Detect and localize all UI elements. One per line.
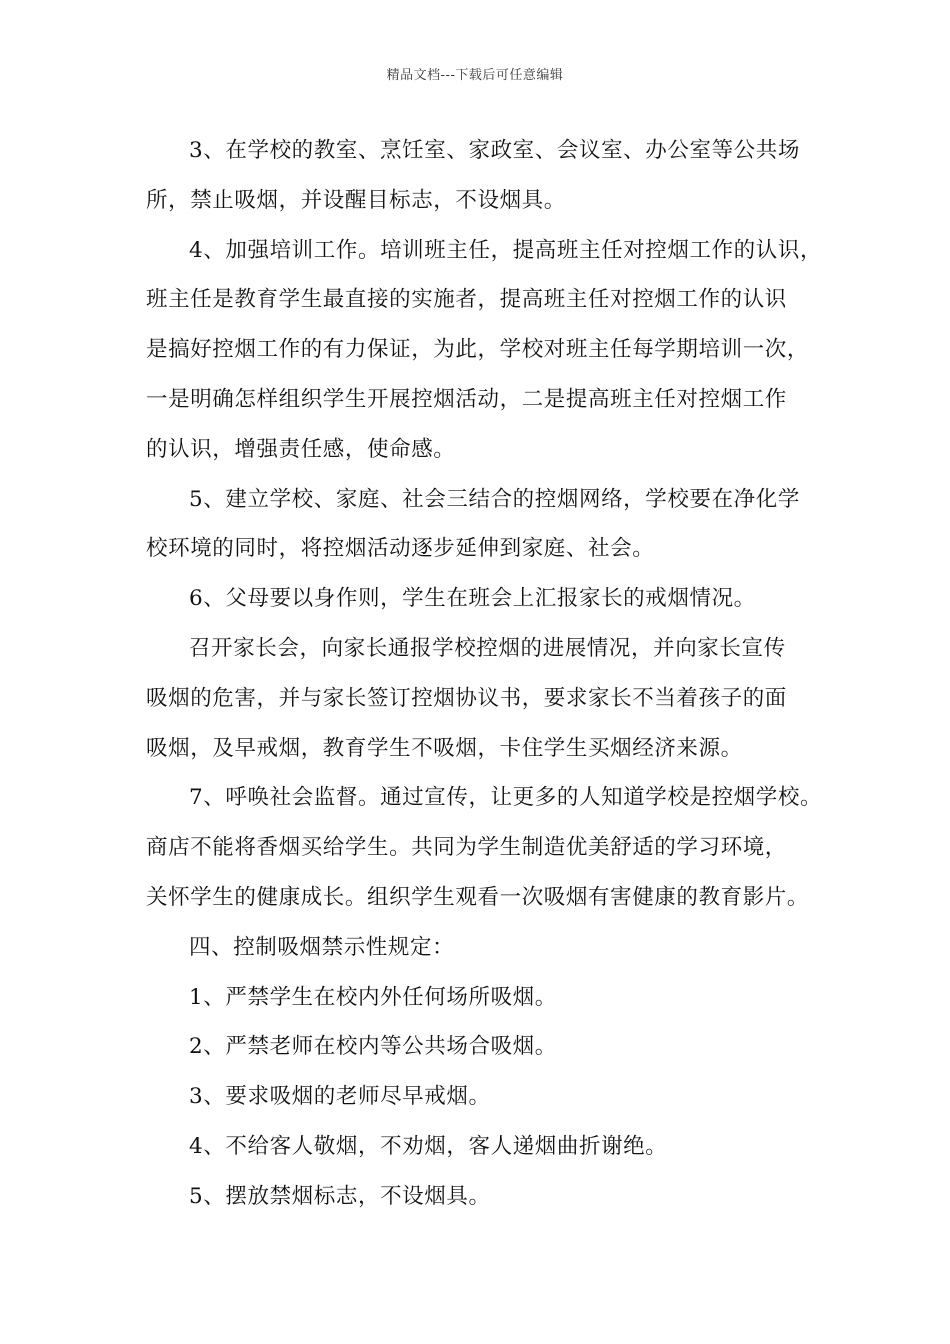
text-line: 所，禁止吸烟，并设醒目标志，不设烟具。 [146, 187, 566, 213]
text-line: 5、摆放禁烟标志，不设烟具。 [189, 1183, 491, 1209]
text-line: 四、控制吸烟禁示性规定： [189, 934, 455, 960]
text-line: 的认识，增强责任感，使命感。 [146, 436, 456, 462]
text-line: 3、在学校的教室、烹饪室、家政室、会议室、办公室等公共场 [189, 138, 800, 163]
text-line: 5、建立学校、家庭、社会三结合的控烟网络，学校要在净化学 [189, 486, 800, 512]
text-line: 关怀学生的健康成长。组织学生观看一次吸烟有害健康的教育影片。 [146, 885, 810, 910]
text-line: 吸烟的危害，并与家长签订控烟协议书，要求家长不当着孩子的面 [146, 685, 787, 711]
text-line: 校环境的同时，将控烟活动逐步延伸到家庭、社会。 [146, 536, 655, 562]
text-line: 3、要求吸烟的老师尽早戒烟。 [189, 1084, 491, 1110]
text-line: 6、父母要以身作则，学生在班会上汇报家长的戒烟情况。 [189, 586, 756, 612]
text-line: 4、不给客人敬烟，不劝烟，客人递烟曲折谢绝。 [189, 1134, 668, 1159]
text-line: 4、加强培训工作。培训班主任，提高班主任对控烟工作的认识， [189, 237, 823, 263]
text-line: 召开家长会，向家长通报学校控烟的进展情况，并向家长宣传 [189, 636, 786, 661]
text-line: 是搞好控烟工作的有力保证，为此，学校对班主任每学期培训一次， [146, 337, 810, 363]
text-line: 2、严禁老师在校内等公共场合吸烟。 [189, 1034, 557, 1060]
page-header: 精品文档---下载后可任意编辑 [386, 68, 564, 83]
text-line: 7、呼唤社会监督。通过宣传，让更多的人知道学校是控烟学校。 [189, 785, 823, 811]
text-line: 商店不能将香烟买给学生。共同为学生制造优美舒适的学习环境， [146, 835, 787, 861]
text-line: 吸烟，及早戒烟，教育学生不吸烟，卡住学生买烟经济来源。 [146, 735, 743, 761]
text-line: 班主任是教育学生最直接的实施者，提高班主任对控烟工作的认识 [146, 287, 787, 313]
text-line: 1、严禁学生在校内外任何场所吸烟。 [189, 984, 557, 1010]
text-line: 一是明确怎样组织学生开展控烟活动，二是提高班主任对控烟工作 [146, 387, 787, 412]
